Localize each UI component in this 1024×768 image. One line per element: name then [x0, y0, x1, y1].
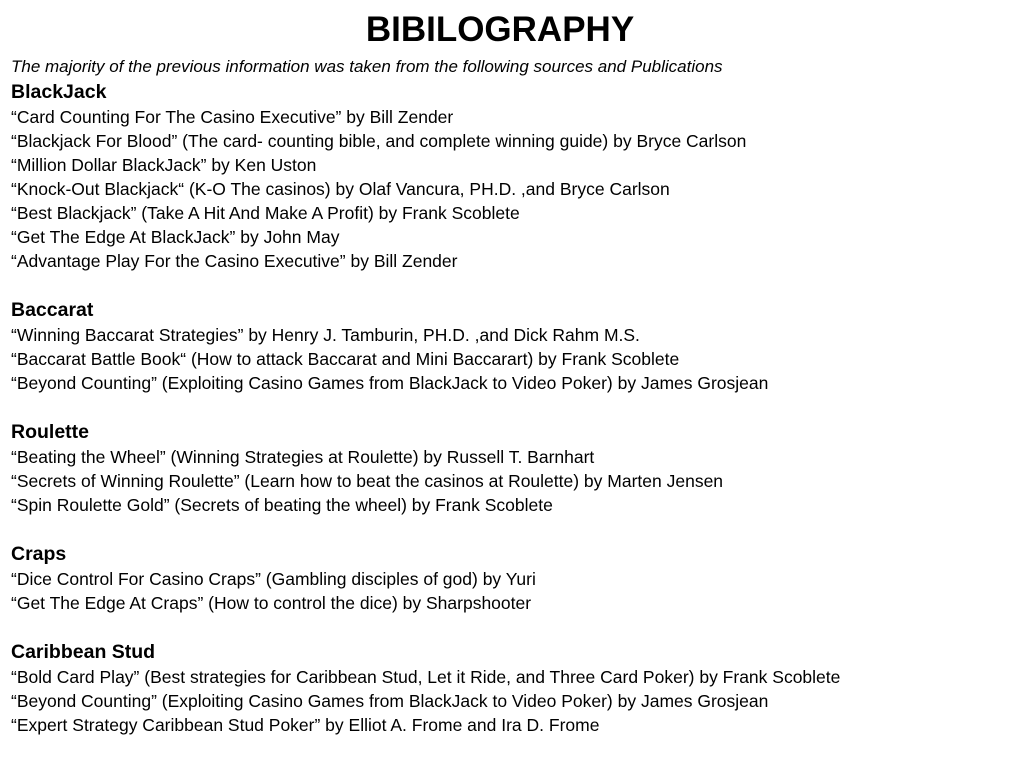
bibliography-entry: “Blackjack For Blood” (The card- counting bible, and complete winning guide) by Bryce Carlson [11, 131, 747, 151]
bibliography-entry: “Million Dollar BlackJack” by Ken Uston [11, 155, 317, 175]
section-baccarat [11, 297, 1016, 395]
bibliography-entry: “Spin Roulette Gold” (Secrets of beating the wheel) by Frank Scoblete [11, 495, 553, 515]
bibliography-entry: “Beating the Wheel” (Winning Strategies at Roulette) by Russell T. Barnhart [11, 447, 595, 467]
bibliography-entry: “Baccarat Battle Book“ (How to attack Baccarat and Mini Baccarart) by Frank Scoblete [11, 349, 680, 369]
bibliography-entry: “Card Counting For The Casino Executive” by Bill Zender [11, 107, 454, 127]
bibliography-entry: “Bold Card Play” (Best strategies for Caribbean Stud, Let it Ride, and Three Card Poker) by Frank Scoblete [11, 667, 841, 687]
bibliography-entry: “Winning Baccarat Strategies” by Henry J. Tamburin, PH.D. ,and Dick Rahm M.S. [11, 325, 640, 345]
section-craps [11, 541, 1016, 615]
bibliography-entry: “Beyond Counting” (Exploiting Casino Games from BlackJack to Video Poker) by James Grosjean [11, 691, 769, 711]
section-heading: Caribbean Stud [11, 641, 156, 663]
bibliography-entry: “Get The Edge At Craps” (How to control the dice) by Sharpshooter [11, 593, 532, 613]
bibliography-entry: “Dice Control For Casino Craps” (Gambling disciples of god) by Yuri [11, 569, 536, 589]
bibliography-entry: “Expert Strategy Caribbean Stud Poker” by Elliot A. Frome and Ira D. Frome [11, 715, 600, 735]
section-heading: Craps [11, 543, 67, 565]
page-title: BIBILOGRAPHY [365, 10, 635, 49]
bibliography-entry: “Beyond Counting” (Exploiting Casino Games from BlackJack to Video Poker) by James Grosjean [11, 373, 769, 393]
bibliography-content [11, 79, 1016, 761]
bibliography-entry: “Best Blackjack” (Take A Hit And Make A Profit) by Frank Scoblete [11, 203, 520, 223]
section-roulette [11, 419, 1016, 517]
section-heading: BlackJack [11, 81, 107, 103]
section-caribbean-stud [11, 639, 1016, 737]
page-subtitle: The majority of the previous information was taken from the following sources and Publications [11, 57, 723, 76]
bibliography-entry: “Advantage Play For the Casino Executive” by Bill Zender [11, 251, 458, 271]
section-heading: Roulette [11, 421, 89, 443]
bibliography-entry: “Get The Edge At BlackJack” by John May [11, 227, 340, 247]
section-blackjack [11, 79, 1016, 273]
bibliography-entry: “Secrets of Winning Roulette” (Learn how to beat the casinos at Roulette) by Marten Jensen [11, 471, 724, 491]
section-heading: Baccarat [11, 299, 94, 321]
bibliography-entry: “Knock-Out Blackjack“ (K-O The casinos) by Olaf Vancura, PH.D. ,and Bryce Carlson [11, 179, 670, 199]
